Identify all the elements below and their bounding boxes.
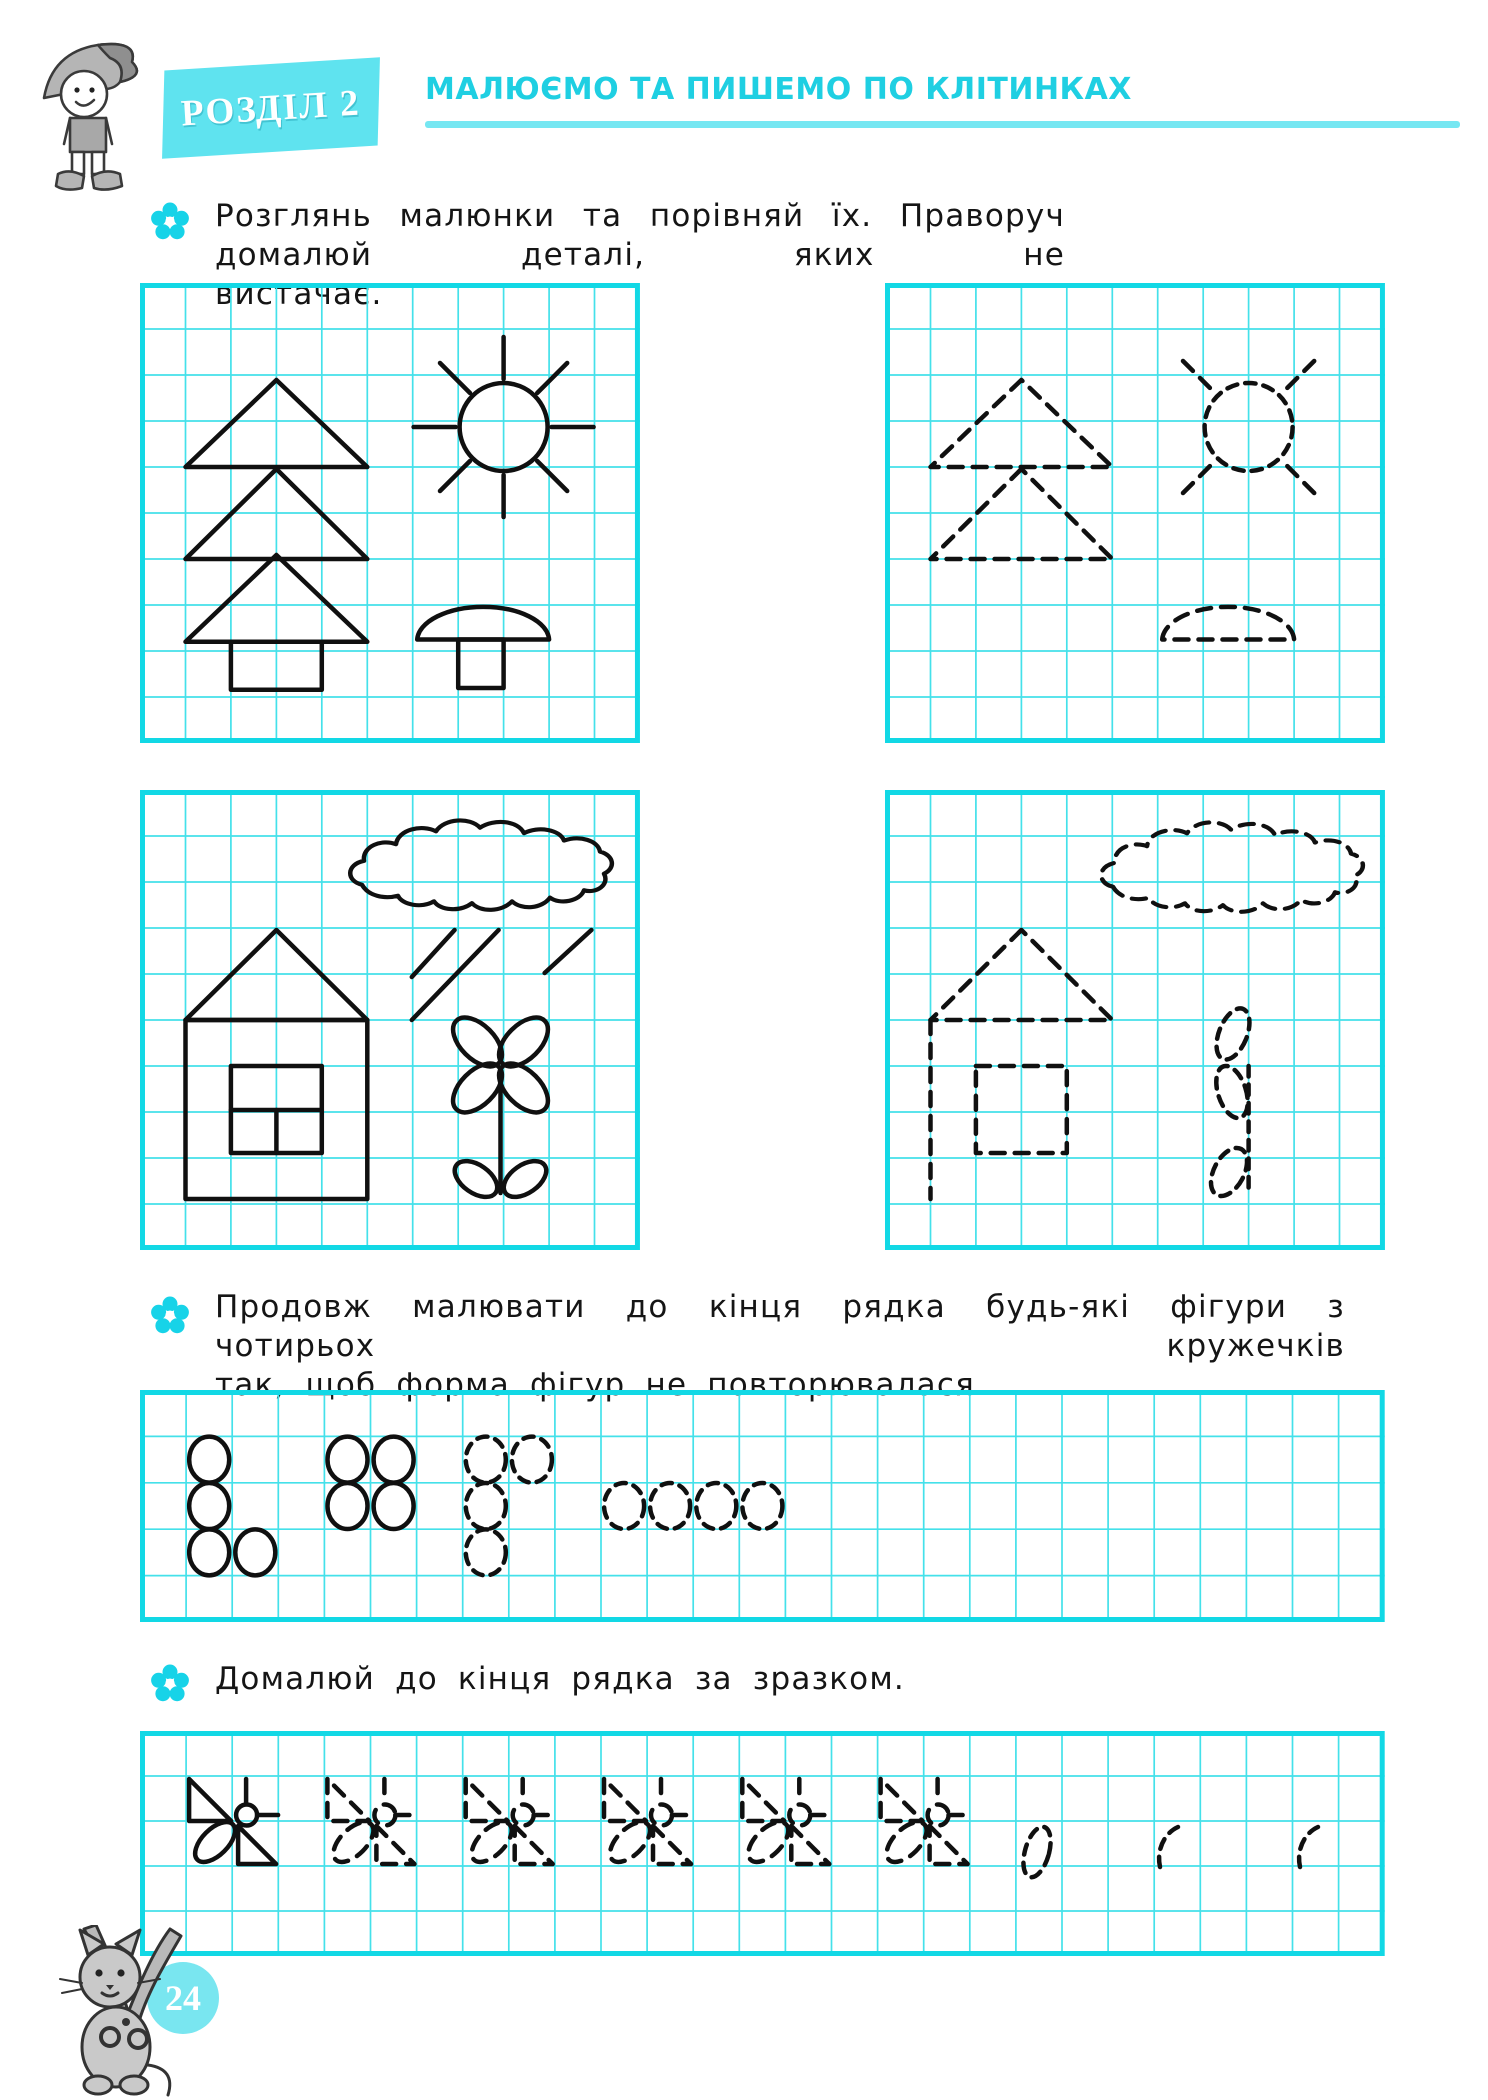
- mushroom-cap: [417, 607, 549, 640]
- lone-petal-dashed: [1018, 1824, 1055, 1881]
- rain-lines: [412, 930, 592, 1020]
- flower-leaf-left: [448, 1154, 503, 1204]
- circle-solid: [328, 1483, 368, 1529]
- arc-fragment-2: [1299, 1827, 1318, 1867]
- circle-dashed: [466, 1483, 506, 1529]
- arc-fragment-1: [1159, 1827, 1178, 1867]
- panel-trace-house-scene: [885, 790, 1385, 1250]
- flower-bullet-icon: [150, 202, 190, 242]
- strip-pattern-motif: [140, 1731, 1385, 1956]
- circle-dashed: [742, 1483, 782, 1529]
- circle-solid: [189, 1529, 229, 1575]
- mushroom-cap-dashed: [1162, 607, 1294, 640]
- flower: [444, 1009, 556, 1204]
- circle-dashed: [466, 1529, 506, 1575]
- cat-foot-right: [120, 2076, 148, 2094]
- task3-line1: Домалюй до кінця рядка за зразком.: [215, 1661, 905, 1697]
- gnome-mascot-illustration: [22, 36, 170, 196]
- task2-text: [215, 1288, 1345, 1405]
- gnome-body: [70, 118, 106, 152]
- strip-circle-figures: [140, 1390, 1385, 1622]
- pattern-motif-solid: [188, 1779, 278, 1869]
- mushroom-stem: [458, 640, 503, 689]
- circle-solid: [374, 1437, 414, 1483]
- pattern-motif-dashed: [603, 1779, 693, 1869]
- task1-line2: вистачає.: [215, 276, 383, 312]
- title-underline: [425, 121, 1460, 128]
- pattern-motif-dashed: [741, 1779, 831, 1869]
- circle-solid: [328, 1437, 368, 1483]
- circle-dashed: [650, 1483, 690, 1529]
- circle-solid: [235, 1529, 275, 1575]
- circle-dashed: [466, 1437, 506, 1483]
- panel-trace-tree-sun-mushroom: [885, 283, 1385, 743]
- circle-dashed: [604, 1483, 644, 1529]
- circle-dashed: [696, 1483, 736, 1529]
- panel-sample-house-scene: [140, 790, 640, 1250]
- task3-text: [215, 1660, 1345, 1699]
- cloud: [350, 820, 612, 909]
- flower-bullet-icon: [150, 1296, 190, 1336]
- circle-solid: [189, 1437, 229, 1483]
- gnome-shoes: [56, 171, 84, 189]
- cat-tail: [148, 2065, 170, 2095]
- flower-leaf-right: [497, 1154, 552, 1204]
- pattern-motif-dashed: [880, 1779, 970, 1869]
- flower-bullet-icon: [150, 1664, 190, 1704]
- panel-sample-tree-sun-mushroom: [140, 283, 640, 743]
- cat-foot-left: [84, 2076, 112, 2094]
- page-number: 24: [165, 1978, 201, 2018]
- task2-line1: Продовж малювати до кінця рядка будь-які фігури з чотирьох кружечків: [215, 1289, 1345, 1364]
- cat-with-scissors-illustration: [52, 1925, 227, 2097]
- task2-line2: так, щоб форма фігур не повторювалася.: [215, 1367, 987, 1403]
- circle-solid: [374, 1483, 414, 1529]
- pattern-motif-dashed: [465, 1779, 555, 1869]
- chapter-label: [162, 57, 380, 158]
- scissors-screw: [122, 2018, 130, 2026]
- chapter-label-text: РОЗДІЛ 2: [180, 82, 362, 134]
- circle-solid: [189, 1483, 229, 1529]
- page-title: МАЛЮЄМО ТА ПИШЕМО ПО КЛІТИНКАХ: [425, 72, 1132, 107]
- task1-line1: Розглянь малюнки та порівняй їх. Праворуч домалюй деталі, яких не: [215, 198, 1065, 273]
- gnome-face: [61, 71, 107, 117]
- circle-dashed: [512, 1437, 552, 1483]
- pattern-motif-dashed: [327, 1779, 417, 1869]
